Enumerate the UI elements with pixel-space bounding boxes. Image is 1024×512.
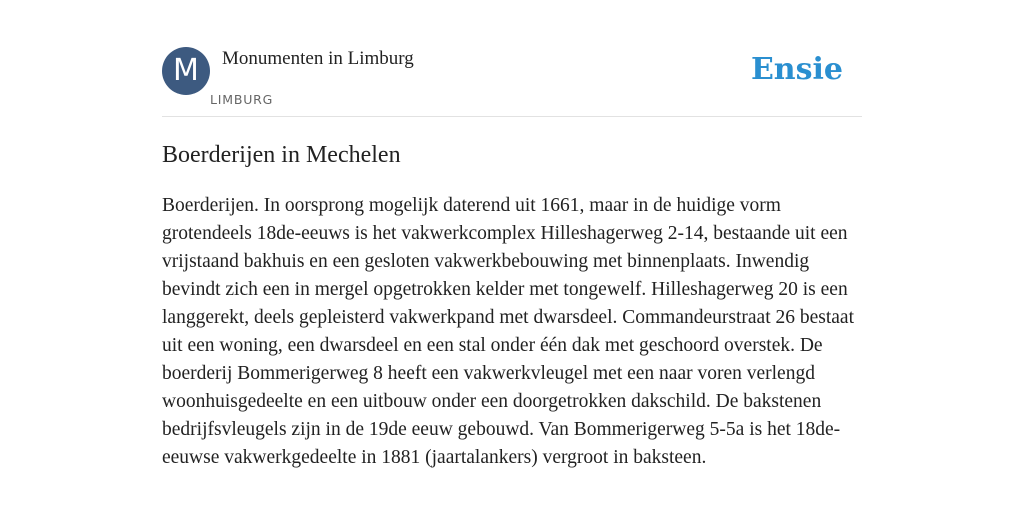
category-link[interactable]: LIMBURG [210, 92, 274, 107]
site-header [162, 46, 862, 117]
article-title: Boerderijen in Mechelen [162, 142, 401, 168]
site-title-link[interactable]: Monumenten in Limburg [222, 48, 414, 69]
brand-logo[interactable]: Ensie [750, 52, 843, 87]
article-body: Boerderijen. In oorsprong mogelijk daterend uit 1661, maar in de huidige vorm grotendeels 18de-eeuws is het vakwerkcomplex Hilleshagerweg 2-14, bestaande uit een vrijstaand bakhuis en een gesloten vakwerkbebouwing met binnenplaats. Inwendig bevindt zich een in mergel opgetrokken kelder met tongewelf. Hilleshagerweg 20 is een langgerekt, deels gepleisterd vakwerkpand met dwarsdeel. Commandeurstraat 26 bestaat uit een woning, een dwarsdeel en een stal onder één dak met geschoord overstek. De boerderij Bommerigerweg 8 heeft een vakwerkvleugel met een naar voren verlengd woonhuisgedeelte en een uitbouw onder een doorgetrokken dakschild. De bakstenen bedrijfsvleugels zijn in de 19de eeuw gebouwd. Van Bommerigerweg 5-5a is het 18de-eeuwse vakwerkgedeelte in 1881 (jaartalankers) vergroot in baksteen. [162, 195, 855, 468]
site-avatar[interactable]: M [162, 47, 210, 95]
